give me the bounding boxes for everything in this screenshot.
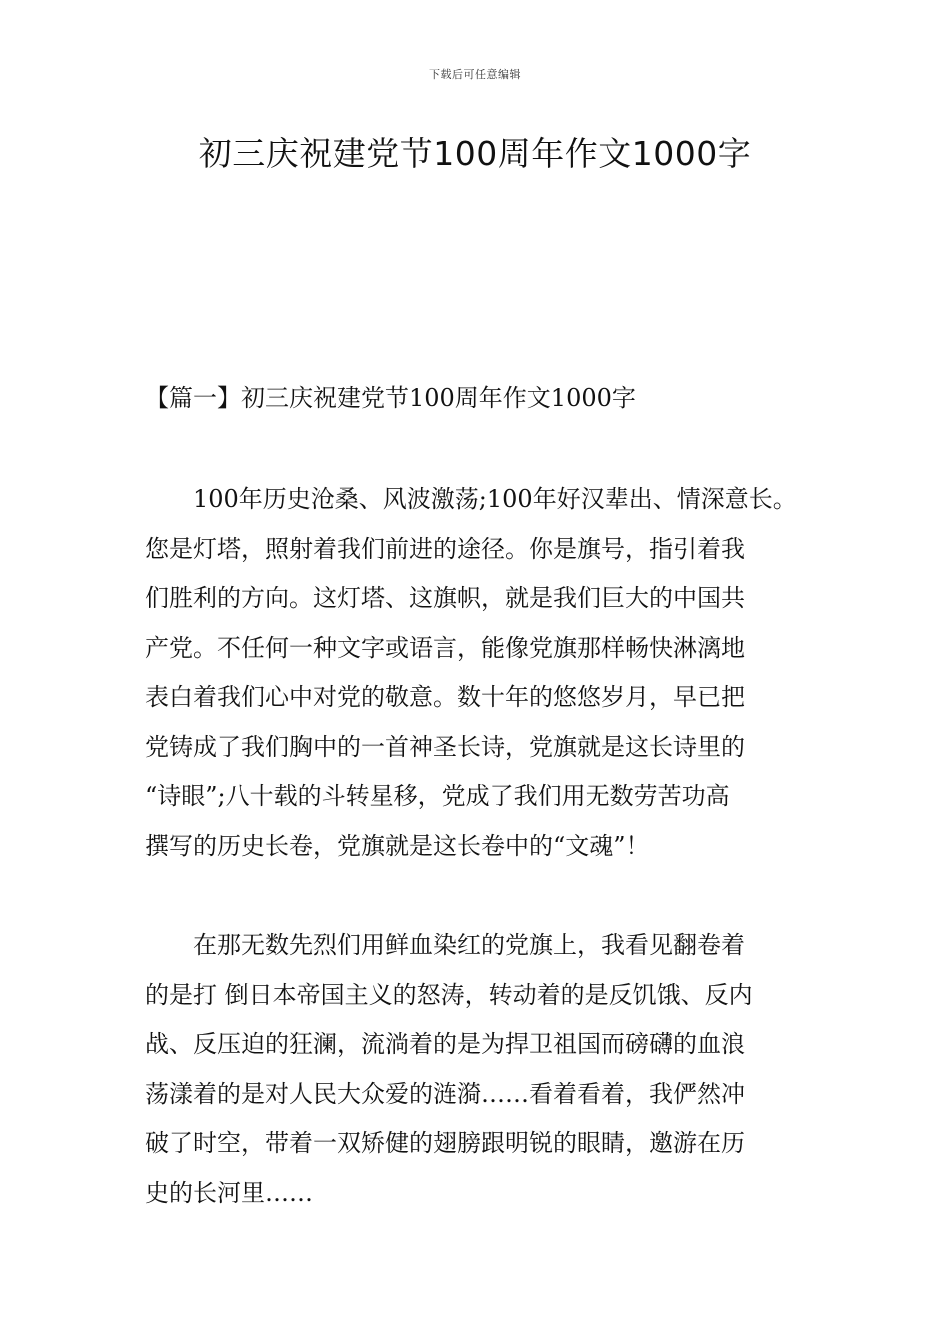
paragraph-line: 100年历史沧桑、风波激荡;100年好汉辈出、情深意长。 — [145, 485, 797, 513]
paragraph-line: 表白着我们心中对党的敬意。数十年的悠悠岁月，早已把 — [145, 683, 745, 711]
paragraph-line: 的是打 倒日本帝国主义的怒涛，转动着的是反饥饿、反内 — [145, 980, 753, 1009]
paragraph-2 — [145, 921, 835, 1218]
paragraph-line: “诗眼”;八十载的斗转星移，党成了我们用无数劳苦功高 — [145, 782, 730, 810]
document-title: 初三庆祝建党节100周年作文1000字 — [198, 134, 752, 173]
header-note: 下载后可任意编辑 — [429, 68, 521, 81]
paragraph-line: 们胜利的方向。这灯塔、这旗帜，就是我们巨大的中国共 — [145, 584, 745, 612]
section-heading: 【篇一】初三庆祝建党节100周年作文1000字 — [145, 384, 636, 412]
paragraph-line: 您是灯塔，照射着我们前进的途径。你是旗号，指引着我 — [145, 534, 745, 563]
paragraph-line: 党铸成了我们胸中的一首神圣长诗，党旗就是这长诗里的 — [145, 732, 745, 761]
paragraph-line: 撰写的历史长卷，党旗就是这长卷中的“文魂”！ — [145, 831, 650, 860]
paragraph-line: 产党。不任何一种文字或语言，能像党旗那样畅快淋漓地 — [145, 633, 745, 662]
paragraph-line: 战、反压迫的狂澜，流淌着的是为捍卫祖国而磅礴的血浪 — [145, 1030, 745, 1058]
paragraph-line: 在那无数先烈们用鲜血染红的党旗上，我看见翻卷着 — [145, 931, 745, 959]
paragraph-line: 荡漾着的是对人民大众爱的涟漪……看着看着，我俨然冲 — [145, 1079, 745, 1108]
paragraph-line: 史的长河里…… — [145, 1178, 313, 1207]
paragraph-line: 破了时空，带着一双矫健的翅膀跟明锐的眼睛，邀游在历 — [145, 1129, 745, 1157]
paragraph-1 — [145, 475, 835, 871]
